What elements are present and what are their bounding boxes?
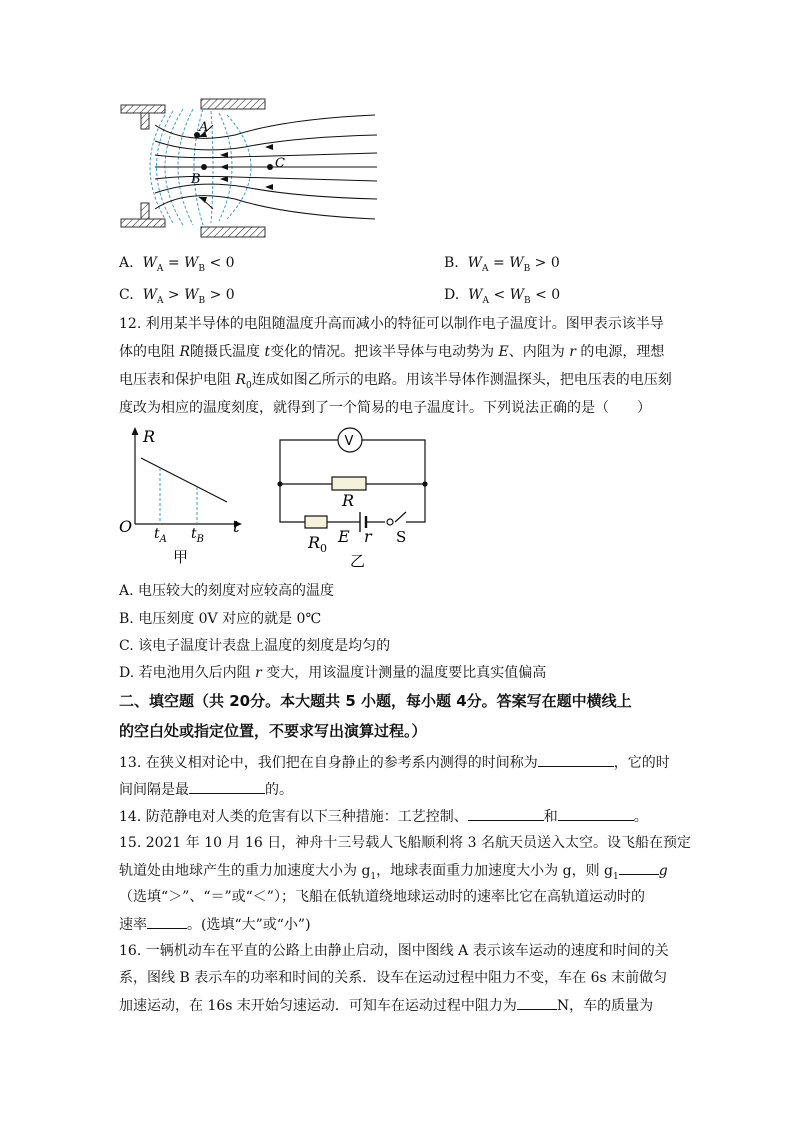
graph-caption: 甲 xyxy=(173,548,189,566)
top-left-plate xyxy=(121,105,165,113)
point-c-dot xyxy=(267,164,273,170)
q15-line-3: （选填“＞”、“＝”或“＜”）；飞船在低轨道绕地球运动时的速率比它在高轨道运动时的 xyxy=(119,889,645,905)
svg-text:t: t xyxy=(233,517,240,536)
q12-option-b: B. 电压刻度 0V 对应的就是 0℃ xyxy=(119,611,322,627)
svg-text:R: R xyxy=(342,491,355,510)
bottom-right-plate xyxy=(201,227,265,237)
q12-line-4: 度改为相应的温度刻度，就得到了一个简易的电子温度计。下列说法正确的是（ ） xyxy=(119,400,651,416)
q13-line-1: 13. 在狭义相对论中，我们把在自身静止的参考系内测得的时间称为 ，它的时 xyxy=(119,752,670,773)
r-t-line xyxy=(141,458,227,502)
svg-text:R: R xyxy=(143,427,156,446)
svg-text:R0: $R_0$ xyxy=(308,533,328,555)
svg-text:tA: $t_A$ xyxy=(154,526,167,545)
point-a-label: A xyxy=(199,120,209,135)
top-right-plate xyxy=(201,99,265,109)
q11-option-a: A. $W_A = W_B < 0$ xyxy=(119,255,235,274)
q13-line-2: 间间隔是最 的。 xyxy=(119,779,293,800)
resistor-r xyxy=(332,477,366,490)
graph-r-vs-t xyxy=(115,424,250,574)
circuit-caption: 乙 xyxy=(350,552,366,570)
q12-line-3: 电压表和保护电阻 $R_0$连成如图乙所示的电路。用该半导体作测温探头，把电压表的电压刻 xyxy=(119,372,672,391)
q14-line-1: 14. 防范静电对人类的危害有以下三种措施：工艺控制、 和 。 xyxy=(119,806,648,827)
q11-option-b: B. $W_A = W_B > 0$ xyxy=(444,255,560,274)
resistor-r0 xyxy=(305,516,327,528)
section-2-heading-line-1: 二、填空题（共 20分。本大题共 5 小题，每小题 4分。答案写在题中横线上 xyxy=(119,692,632,710)
q16-line-2: 系，图线 B 表示车的功率和时间的关系．设车在运动过程中阻力不变，车在 6s 末前做匀 xyxy=(119,970,668,986)
svg-text:r: r xyxy=(364,527,372,546)
svg-text:O: O xyxy=(119,517,133,536)
bottom-left-plate xyxy=(121,219,165,227)
q11-option-d: D. $W_A < W_B < 0$ xyxy=(444,287,561,306)
q15-line-4: 速率 。(选填“大”或“小”) xyxy=(119,914,311,935)
svg-text:V: V xyxy=(344,434,354,449)
q16-line-3: 加速运动，在 16s 末开始匀速运动．可知车在运动过程中阻力为 N，车的质量为 xyxy=(119,995,653,1016)
q12-line-2: 体的电阻 R随摄氏温度 t变化的情况。把该半导体与电动势为 E、内阻为 r 的电源，理想 xyxy=(119,344,665,360)
svg-text:E: E xyxy=(338,527,350,546)
q12-line-1: 12. 利用某半导体的电阻随温度升高而减小的特征可以制作电子温度计。图甲表示该半导 xyxy=(119,316,664,332)
switch xyxy=(387,519,393,525)
q12-option-c: C. 该电子温度计表盘上温度的刻度是均匀的 xyxy=(119,638,391,654)
q15-line-1: 15. 2021 年 10 月 16 日，神舟十三号载人飞船顺利将 3 名航天员送入太空。设飞船在预定 xyxy=(119,835,692,851)
q15-line-2: 轨道处由地球产生的重力加速度大小为 $g_1$，地球表面重力加速度大小为 g，则 $g_1$ g xyxy=(119,860,668,887)
q16-line-1: 16. 一辆机动车在平直的公路上由静止启动，图中图线 A 表示该车运动的速度和时间的关 xyxy=(119,943,669,959)
point-b-dot xyxy=(201,164,207,170)
q12-option-d: D. 若电池用久后内阻 r 变大，用该温度计测量的温度要比真实值偏高 xyxy=(119,665,547,681)
point-c-label: C xyxy=(275,156,285,171)
section-2-heading-line-2: 的空白处或指定位置，不要求写出演算过程。） xyxy=(119,722,427,740)
svg-text:S: S xyxy=(396,528,407,546)
circuit-diagram xyxy=(270,424,440,574)
svg-text:tB: $t_B$ xyxy=(191,526,204,545)
q12-option-a: A. 电压较大的刻度对应较高的温度 xyxy=(119,583,335,599)
point-b-label: B xyxy=(191,172,201,187)
field-lines-figure xyxy=(115,95,385,245)
q11-option-c: C. $W_A > W_B > 0$ xyxy=(119,287,235,306)
